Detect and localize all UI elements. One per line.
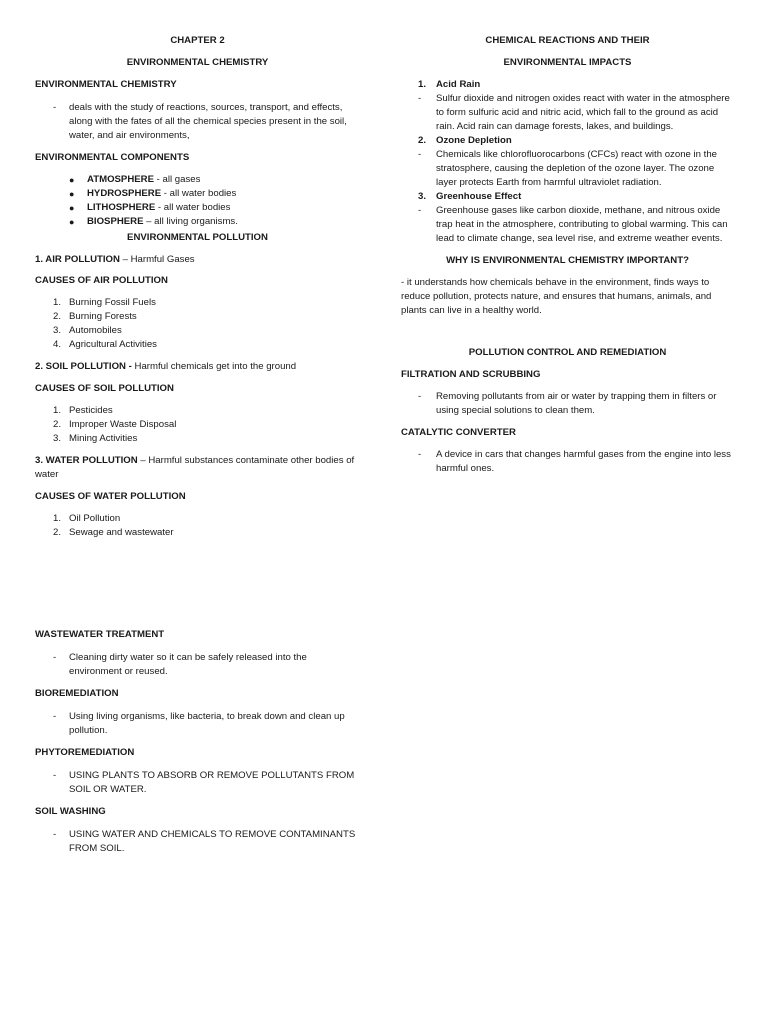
bioremediation-heading: BIOREMEDIATION: [35, 688, 119, 699]
impact-title: 1. Acid Rain: [418, 79, 481, 90]
list-item: 1. Burning Fossil Fuels: [53, 297, 156, 308]
wastewater-heading: WASTEWATER TREATMENT: [35, 629, 165, 640]
filtration-heading: FILTRATION AND SCRUBBING: [401, 369, 541, 380]
catalytic-text: - A device in cars that changes harmful gases from the engine into less harmful ones.: [418, 449, 731, 474]
catalytic-heading: CATALYTIC CONVERTER: [401, 427, 516, 438]
reactions-title-line1: CHEMICAL REACTIONS AND THEIR: [485, 35, 650, 46]
soil-causes-list: [35, 404, 360, 446]
air-causes-heading: CAUSES OF AIR POLLUTION: [35, 275, 168, 286]
reactions-title-line2: ENVIRONMENTAL IMPACTS: [503, 57, 632, 68]
list-item: 2. Burning Forests: [53, 311, 137, 322]
chapter-label: CHAPTER 2: [170, 35, 225, 46]
wastewater-text: - Cleaning dirty water so it can be safely released into the environment or reused.: [53, 652, 307, 677]
list-item: 3. Automobiles: [53, 325, 122, 336]
bioremediation-text: - Using living organisms, like bacteria, to break down and clean up pollution.: [53, 711, 345, 736]
env-chem-heading: ENVIRONMENTAL CHEMISTRY: [35, 79, 177, 90]
control-heading: POLLUTION CONTROL AND REMEDIATION: [468, 347, 667, 358]
impact-text: - Chemicals like chlorofluorocarbons (CFCs) react with ozone in the stratosphere, causing the depletion of the ozone layer. The ozone layer protects Earth from harmful ultraviolet radiation.: [418, 149, 717, 188]
soil-causes-heading: CAUSES OF SOIL POLLUTION: [35, 383, 174, 394]
soil-pollution-title: 2. SOIL POLLUTION - Harmful chemicals get into the ground: [35, 361, 297, 372]
list-item: 1. Oil Pollution: [53, 513, 121, 524]
pollution-heading: ENVIRONMENTAL POLLUTION: [127, 232, 268, 243]
air-pollution-title: 1. AIR POLLUTION – Harmful Gases: [35, 254, 195, 265]
components-heading: ENVIRONMENTAL COMPONENTS: [35, 152, 190, 163]
water-causes-heading: CAUSES OF WATER POLLUTION: [35, 491, 186, 502]
impact-title: 3. Greenhouse Effect: [418, 191, 522, 202]
components-list: [35, 173, 360, 229]
impact-text: - Greenhouse gases like carbon dioxide, methane, and nitrous oxide trap heat in the atmosphere, contributing to global warming. This can lead to climate change, sea level rise, and extreme weather events.: [418, 205, 728, 244]
document-title: ENVIRONMENTAL CHEMISTRY: [126, 57, 269, 68]
list-item: 3. Mining Activities: [53, 433, 138, 444]
list-item: ● ATMOSPHERE - all gases: [69, 174, 201, 185]
list-item: 2. Improper Waste Disposal: [53, 419, 177, 430]
air-causes-list: [35, 296, 360, 352]
list-item: 2. Sewage and wastewater: [53, 527, 174, 538]
water-pollution-title: 3. WATER POLLUTION – Harmful substances contaminate other bodies of water: [35, 455, 355, 480]
left-column: [35, 34, 360, 540]
impact-title: 2. Ozone Depletion: [418, 135, 512, 146]
phytoremediation-text: - USING PLANTS TO ABSORB OR REMOVE POLLUTANTS FROM SOIL OR WATER.: [53, 770, 355, 795]
why-text: - it understands how chemicals behave in the environment, finds ways to reduce pollution, protects nature, and ensures that humans, animals, and plants can live in a healthy world.: [401, 277, 712, 316]
phytoremediation-heading: PHYTOREMEDIATION: [35, 747, 135, 758]
list-item: ● HYDROSPHERE - all water bodies: [69, 188, 237, 199]
water-causes-list: [35, 512, 360, 540]
list-item: ● BIOSPHERE – all living organisms.: [69, 216, 238, 227]
why-heading: WHY IS ENVIRONMENTAL CHEMISTRY IMPORTANT?: [446, 255, 689, 266]
list-item: ● LITHOSPHERE - all water bodies: [69, 202, 231, 213]
list-item: 4. Agricultural Activities: [53, 339, 157, 350]
remediation-methods: [35, 628, 360, 856]
list-item: 1. Pesticides: [53, 405, 113, 416]
env-chem-definition: - deals with the study of reactions, sources, transport, and effects, along with the fates of all the chemical species present in the soil, water, and air environments,: [53, 102, 347, 141]
right-column: [401, 34, 734, 476]
impact-text: - Sulfur dioxide and nitrogen oxides react with water in the atmosphere to form sulfuric acid and nitric acid, which fall to the ground as acid rain. Acid rain can damage forests, lakes, and buildings.: [418, 93, 730, 132]
soil-washing-text: - USING WATER AND CHEMICALS TO REMOVE CONTAMINANTS FROM SOIL.: [53, 829, 356, 854]
filtration-text: - Removing pollutants from air or water by trapping them in filters or using special solutions to clean them.: [418, 391, 717, 416]
soil-washing-heading: SOIL WASHING: [35, 806, 106, 817]
